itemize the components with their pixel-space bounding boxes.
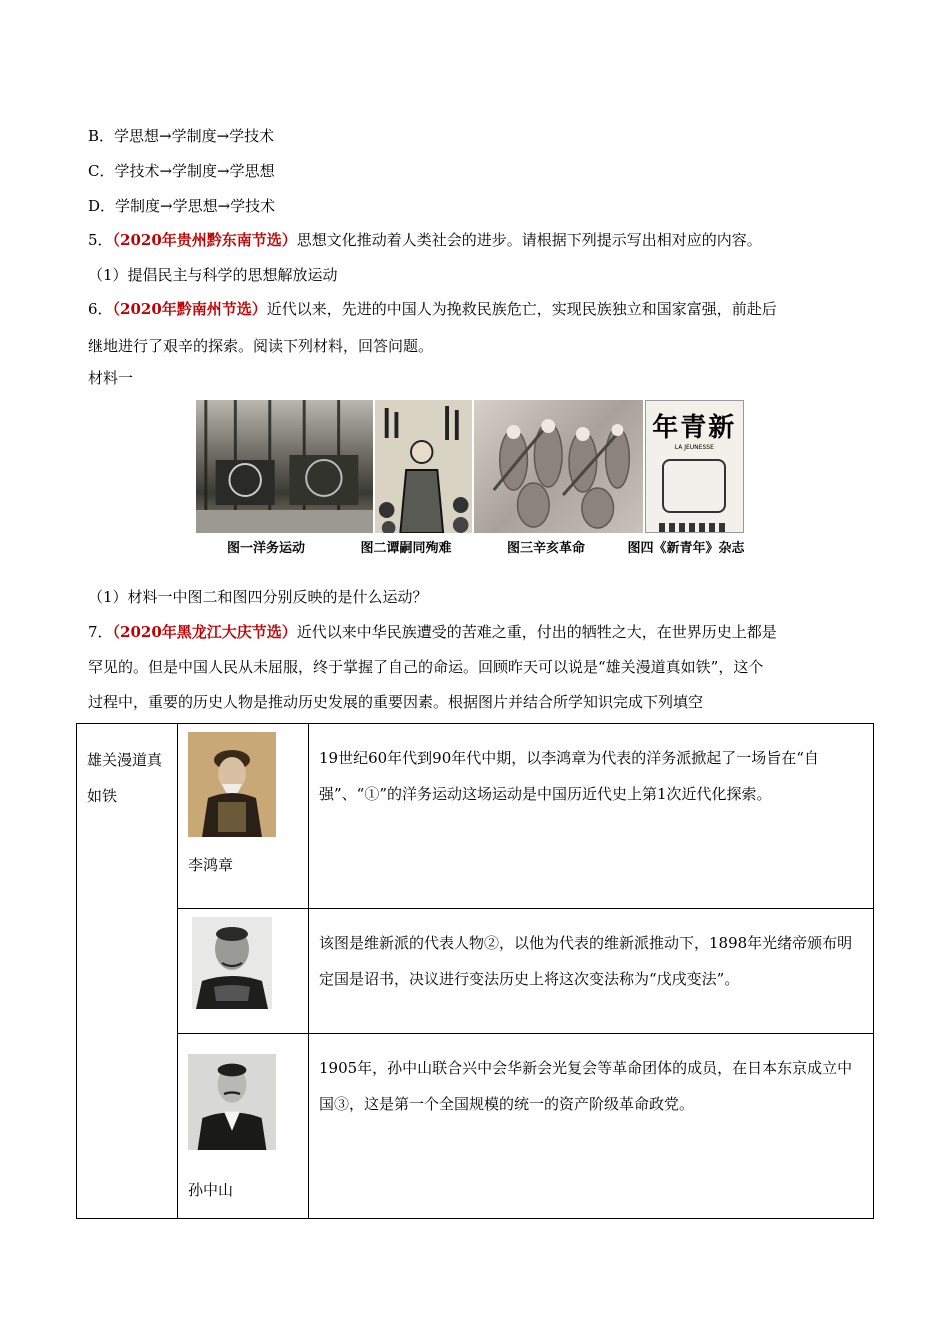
portrait-cell	[178, 909, 309, 1034]
table-row	[77, 1034, 874, 1219]
material-label: 材料一	[88, 369, 134, 387]
description-cell	[309, 1034, 874, 1219]
table-header-text: 雄关漫道真如铁	[87, 751, 163, 805]
magazine-footer-marks	[659, 523, 729, 533]
option-d: D．学制度→学思想→学技术	[88, 197, 276, 215]
q5-sub1: （1）提倡民主与科学的思想解放运动	[88, 266, 338, 284]
table-row	[77, 909, 874, 1034]
description-cell	[309, 724, 874, 909]
q7-text-line1: 近代以来中华民族遭受的苦难之重，付出的牺牲之大，在世界历史上都是	[296, 623, 777, 641]
caption-4: 图四《新青年》杂志	[627, 541, 745, 556]
portrait-sun-yat-sen	[188, 1042, 276, 1162]
portrait-kang-youwei	[188, 917, 276, 1009]
q5-number: 5．	[88, 231, 113, 249]
history-figures-table	[76, 723, 874, 1219]
q7-text-line3: 过程中，重要的历史人物是推动历史发展的重要因素。根据图片并结合所学知识完成下列填空	[88, 693, 704, 711]
material-photo-strip	[196, 400, 744, 533]
row-3-text: 1905年，孙中山联合兴中会华新会光复会等革命团体的成员，在日本东京成立中国③，这是第一个全国规模的统一的资产阶级革命政党。	[319, 1059, 853, 1113]
caption-1: 图一洋务运动	[226, 541, 305, 556]
q6-text-line2: 继地进行了艰辛的探索。阅读下列材料，回答问题。	[88, 337, 434, 355]
q5-text: 思想文化推动着人类社会的进步。请根据下列提示写出相对应的内容。	[296, 231, 762, 249]
option-b: B．学思想→学制度→学技术	[88, 127, 275, 145]
q7-text-line2: 罕见的。但是中国人民从未屈服，终于掌握了自己的命运。回顾昨天可以说是“雄关漫道真如铁”，这个	[88, 658, 764, 676]
magazine-title: 年青新	[652, 413, 737, 443]
magazine-subtitle: LA JEUNESSE	[674, 444, 714, 451]
photo-westernization-factory	[196, 400, 373, 533]
q6-text-line1: 近代以来，先进的中国人为挽救民族危亡，实现民族独立和国家富强，前赴后	[266, 300, 777, 318]
option-c: C．学技术→学制度→学思想	[88, 162, 275, 180]
caption-3: 图三辛亥革命	[506, 541, 585, 556]
photo-new-youth-magazine	[645, 400, 744, 533]
person-name: 孙中山	[188, 1181, 234, 1199]
row-1-text: 19世纪60年代到90年代中期，以李鸿章为代表的洋务派掀起了一场旨在“自强”、“①”的洋务运动这场运动是中国历近代史上第1次近代化探索。	[319, 749, 819, 803]
table-header-cell	[77, 724, 178, 1219]
row-2-text: 该图是维新派的代表人物②，以他为代表的维新派推动下，1898年光绪帝颁布明定国是诏书，决议进行变法历史上将这次变法称为“戊戌变法”。	[319, 934, 853, 988]
q6-sub1: （1）材料一中图二和图四分别反映的是什么运动？	[88, 588, 428, 606]
question-6	[88, 299, 777, 319]
portrait-li-hongzhang	[188, 732, 276, 837]
magazine-emblem	[662, 459, 726, 513]
portrait-cell	[178, 1034, 309, 1219]
q6-number: 6．	[88, 300, 113, 318]
photo-xinhai-revolution-relief	[474, 400, 642, 533]
q7-number: 7．	[88, 623, 113, 641]
q7-source: （2020年黑龙江大庆节选）	[112, 623, 297, 641]
question-5	[88, 230, 762, 250]
q6-source: （2020年黔南州节选）	[112, 300, 267, 318]
q5-source: （2020年贵州黔东南节选）	[112, 231, 297, 249]
table-row	[77, 724, 874, 909]
caption-2: 图二谭嗣同殉难	[360, 541, 452, 556]
photo-tan-sitong	[375, 400, 472, 533]
person-name: 李鸿章	[188, 856, 234, 874]
portrait-cell	[178, 724, 309, 909]
question-7	[88, 622, 777, 642]
description-cell	[309, 909, 874, 1034]
photo-captions	[196, 537, 756, 559]
